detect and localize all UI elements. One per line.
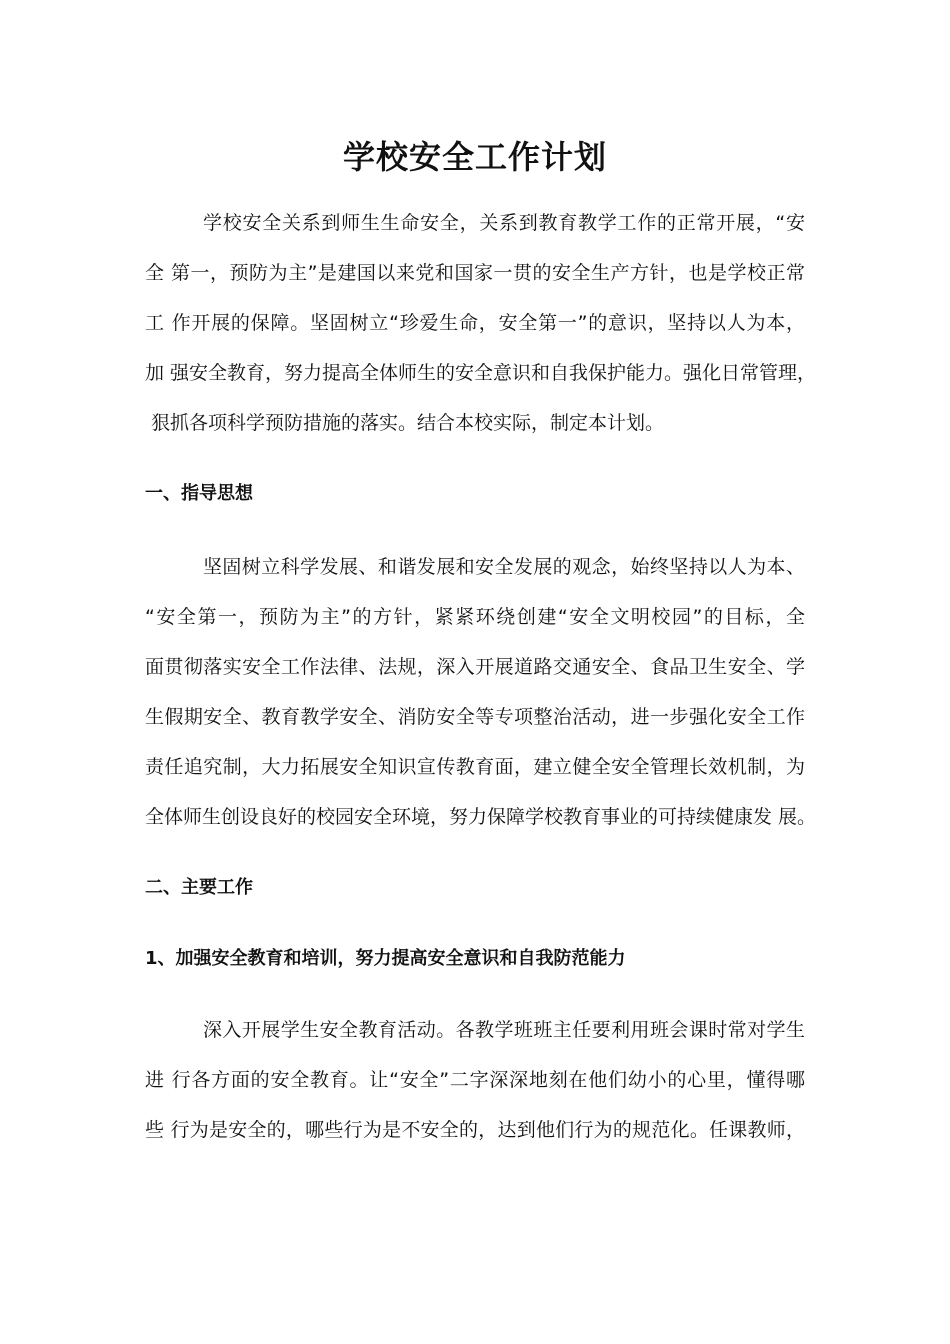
text-line: 学校安全关系到师生生命安全，关系到教育教学工作的正常开展，“安 bbox=[203, 212, 805, 234]
text-line: 全体师生创设良好的校园安全环境，努力保障学校教育事业的可持续健康发 展。 bbox=[145, 806, 817, 828]
text-line: 些 行为是安全的，哪些行为是不安全的，达到他们行为的规范化。任课教师， bbox=[145, 1119, 805, 1141]
text-line: 责任追究制，大力拓展安全知识宣传教育面，建立健全安全管理长效机制，为 bbox=[145, 756, 805, 778]
text-line: “安全第一，预防为主”的方针，紧紧环绕创建“安全文明校园”的目标，全 bbox=[145, 606, 805, 628]
text-line: 进 行各方面的安全教育。让“安全”二字深深地刻在他们幼小的心里，懂得哪 bbox=[145, 1069, 805, 1091]
text-line: 工 作开展的保障。坚固树立“珍爱生命，安全第一”的意识，坚持以人为本， bbox=[145, 312, 805, 334]
text-line: 生假期安全、教育教学安全、消防安全等专项整治活动，进一步强化安全工作 bbox=[145, 706, 805, 728]
section-heading: 二、主要工作 bbox=[145, 877, 253, 898]
text-line: 狠抓各项科学预防措施的落实。结合本校实际，制定本计划。 bbox=[145, 412, 665, 434]
document-title: 学校安全工作计划 bbox=[342, 138, 607, 176]
text-line: 加 强安全教育，努力提高全体师生的安全意识和自我保护能力。强化日常管理， bbox=[145, 362, 817, 384]
section-heading: 一、指导思想 bbox=[145, 483, 253, 504]
text-line: 深入开展学生安全教育活动。各教学班班主任要利用班会课时常对学生 bbox=[203, 1019, 805, 1041]
text-line: 面贯彻落实安全工作法律、法规，深入开展道路交通安全、食品卫生安全、学 bbox=[145, 656, 805, 678]
text-line: 全 第一，预防为主”是建国以来党和国家一贯的安全生产方针，也是学校正常 bbox=[145, 262, 805, 284]
text-line: 坚固树立科学发展、和谐发展和安全发展的观念，始终坚持以人为本、 bbox=[203, 556, 805, 578]
subsection-heading: 1、加强安全教育和培训，努力提高安全意识和自我防范能力 bbox=[145, 948, 626, 969]
